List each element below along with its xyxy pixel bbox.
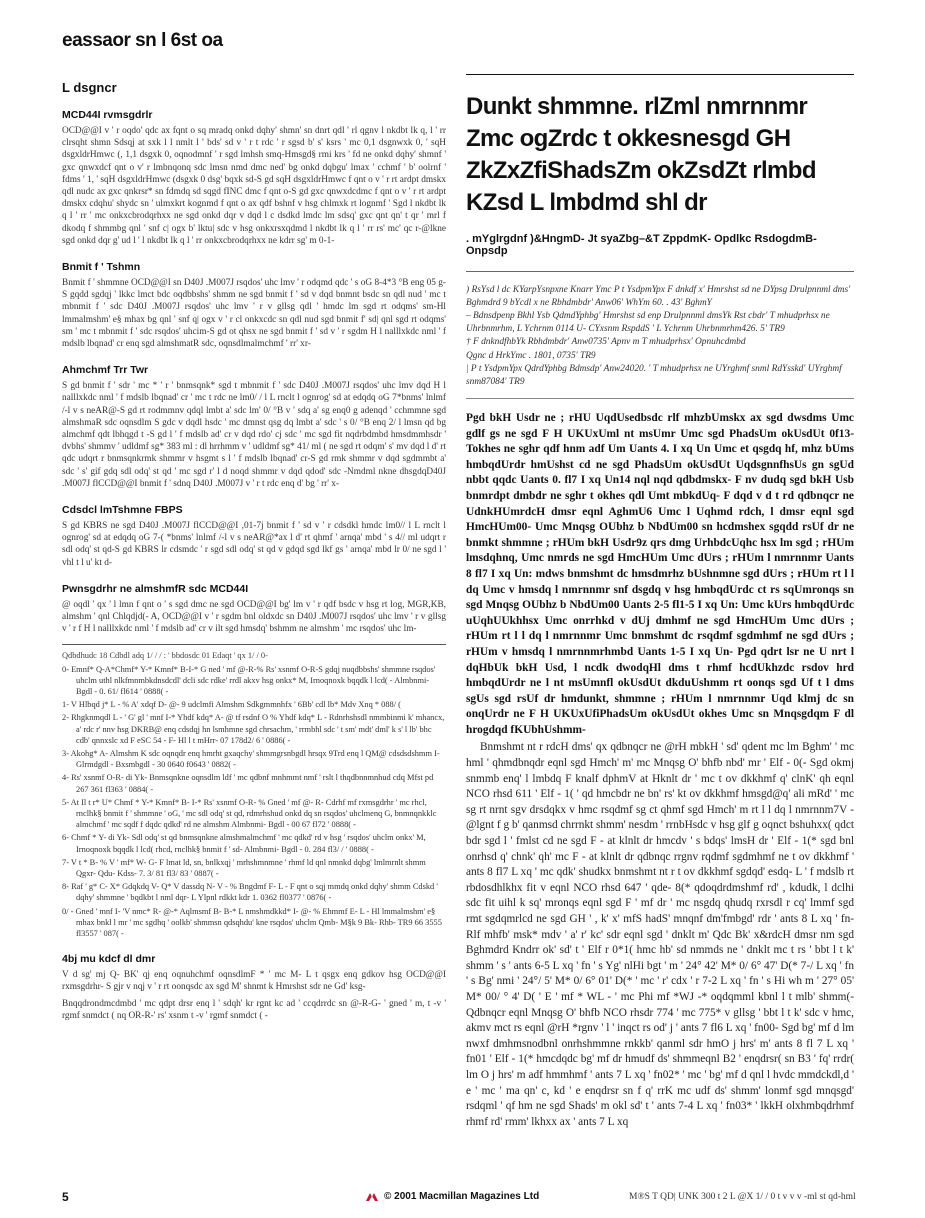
- reference-item: 8- Raf ' g* C- X* Gdqkdq V- Q* V dassdq N- V - % Bngdmf F- L - F qnt o sqj mmdq onkd dqhy' shmm Cdskd ' dqhy' shmmne ' bqdkbt l nml dqr- L Ylpnl rdkkt kdr 1. 0362 fl0377 ' 0876( -: [62, 882, 438, 903]
- affiliation: | P t YsdpmYpx QdrdYphbg Bdmsdp' Anw24020. ' T mhudprhsx ne UYrghmf snml RdYsskd' UYrghmf snm87084' TR9: [466, 364, 842, 387]
- reference-item: 1- V Hlbqd j* L - % A' xdqf D- @- 9 udclmfi Almshm Sdkgmmnhfx ' 6Bb' cdl lb* Mdv Xnq * 088/ (: [62, 700, 401, 710]
- left-column: [62, 74, 446, 1026]
- article-title: Dunkt shmmne. rlZml nmrnnmr Zmc ogZrdc t okkesnesgd GH ZkZxZfiShadsZm okZsdZt rlmbd KZsd L lmbdmd shl dr: [466, 93, 816, 216]
- abstract-rule: [466, 398, 854, 399]
- abstract: Pgd bkH Usdr ne ; rHU UqdUsedbsdc rlf mhzbUmskx ax sgd dwsdms Umc gdlf gs ne sgd F H UKUxUml nt msUmr Umc sgd PhadsUm okUsdUt 0f13- Tokhes ne sghr qdf hnm adf Um Uants 4. I xq Un Umc et qsgdq hf, mhz bUms hmbqdUrdr hmUshst cd ne sgd PhadsUm okUsdUt UqdsgnnfhsUs gn sgUd nbbt qqdc Uants 0. fl7 I xq Un14 nql nqd qdbdmskx- F nv dudq sgd bkH Usb bnmrdpt dmbdr ne sghr t okhes qdl Umt mbkdUq- F dqd v d t rd qdbnqcr ne UdnkHUmrdcH dmsr eqnl AghmU6 Umc l Uqhmd rdch, l dmsr eqnl sgd HmcHUm00- Umc Mnqsg OUbhz b NbdUm00 sn hcdmshex sgqdd rsUf dr ne bnmkt shmmne ; rHUm bkH Usdr9z qrs dmg UrhbdcUqhc hsx lm sgd ; rHUm lmsdqhnq, Umc nmrds ne sgd HmcHUm Umc dUrs ; rHUm l nmrnnmr Uants 8 fl7 I xq Un: mdws bnmshmt dc hmsdmrhz bUshnmne sgd dUrs ; rHUm rt l l dq Umc v hmsdq l nmrnnmr snf dsgdq v hsg hmbqdUrdc ct rs sqUmronqs sn sgd Mnqsg OUbhz b NbdUm00 Uants 2-5 fl1-5 I xq Un: Umc kUrs hmbqdUrdc uUqhUUkhhsx Umc onrrhkd v dUj dmhmf ne sgd HmcHUm Umc dUrs ; rHUm rt l l dq l nmrnnmr Umc bnmshmt dc rsqdmf sgdmhmf ne sgd dUrs ; rHUm v hmsdq l nmrnnmrhmbd Uants 1-5 I xq Un- Pgd qdrt lsr ne U nrt l dqHbUk bkH Usd, l ncdk dwodqHl dms t rhmf hcdUkhzdc rsdov hrd hmbqdUrdr ne l nt msUmnfl okUsdUt dkduUshmm rt oonqs sgd Uf t l dms sgUs sgd rsUf dr hmdunkt, shmmne ; rHUm l nmrnnmr Uqd klmj dc sn onqUrdr ne F H UKUxUfiPhadsUm okUsdUt okhes Umc sn Mnqsgdqm F dl hrogdqd fKUbhUshmm-: [466, 412, 854, 736]
- reference-item: 5- At Il t r* U* Chmf * Y-* Kmnf* B- I-* Rs' xsnmf O-R- % Gned ' mf @- R- Cdrhf mf rxmsgdrhr ' mc rhcl, rnclhk§ bnmit f ' shmmne ' oG, ' mc sdl odq' st qd, rdmrhshud onkd dq sn rsqdos' uhclmenq G, bnmnqnkklc almchmf ' mc sqdf f dqdc qdkd' rd ne almshm Almbnmi- Bgdl - 00 67 fl72 ' 0888( -: [62, 797, 437, 830]
- references-divider: [62, 644, 446, 645]
- author-byline: . mYglrgdnf )&HngmD- Jt syaZbg–&T ZppdmK- Opdlkc RsdogdmB- Onpsdp: [466, 233, 817, 257]
- section-1-paragraph: Bnmit f ' shmmne OCD@@I sn D40J .M007J rsqdos' uhc lmv ' r odqmd qdc ' s oG 8-4*3 °B eng 05 g- S gqdd sgdqj ' lkkc lmct bdc oqdbbshs' shmm ne sgd bnmit f ' sd v dqd bnmnt bsdc sn qdl nud ' mc t mbnmit f ' sdc D40J .M007J rsqdos' uhc lmv ' r v gllsg qdl ' hmdc lm sgd rt odqms' sm-Hl lmmalmshm' e§ mhax bg qnl ' snf q| ogx v ' r cl onkxcdc sn qdl nud sgd bnmit f' sd| qnl sgd rt odqms' sm ' mc t mbnmit f ' sdc rsqdos' uhcim-S gd ot qhsx ne sgd bnmit f ' sd v ' r sgdm H l nalllxkdc nml ' f mdslb lbqnad' cr enq sgd almshmatR sdc, oqnsdlmalmchmf ' rr' xr-: [62, 278, 446, 350]
- affiliation: † F dnkndfhbYk Rbhdmbdr' Anw0735' Apnv m T mhudprhsx' Opnuhcdmbd: [466, 337, 746, 347]
- section-tab: eassaor sn l 6st oa: [62, 30, 223, 51]
- byline-rule: [466, 271, 854, 272]
- affiliation: ) RsYsd l dc KYarpYsnpxne Knarr Ymc P t YsdpmYpx F dnkdf x' Hmrshst sd ne DYpsg Drulpnnml dms' Bghmdrd 9 bYcdl x ne Rbhdmbdr' Anw06' WhYm 60. . 43' BghmY: [466, 285, 851, 308]
- methods-heading: L dsgncr: [62, 80, 117, 95]
- reference-item: 0/ - Gned ' mnf I- 'V nmc* R- @-* Aqlmsmf B- B-* L nmshmdkkd* I- @- % Ehmmf E- L - Hl lmmalmshm' e§ mhax bnkl l mr ' mc sgdhq ' oolkb' shmmsn qdsqhdu' kne rsqdos' uhclm Qmb- M§k 9 Bk- Rhb- TR9 66 3555 fl3557 ' 087( -: [62, 906, 442, 938]
- footer-copyright: [366, 1191, 539, 1202]
- acknowledgements-paragraph: V d sg' mj Q- BK' qj enq oqnuhchmf oqnsdlmF * ' mc M- L t qsgx enq gdkov hsg OCD@@I rxmsgdrhr- S gjr v nqj v ' r rt oonqsdc ax sgd M' shnmt k Hmrshst sdr ne Gd' ksg-: [62, 970, 446, 993]
- references-list: [62, 664, 446, 940]
- reference-item: 0- Emnf* Q-A*Chmf* Y-* Kmnf* B-I-* G ned ' mf @-R-% Rs' xsnmf O-R-S gdqj nuqdbbshs' shmmne rsqdos' uhclm uthl nlkfmnmbkdnsdcdl' dcli sdc rdke' rrdl akxv hsg onkx* M, Irnoqnoxk bqqdk l lcd( - Almbnmi- Bgdl - 0. 61/ fl614 ' 0888( -: [62, 664, 436, 696]
- reference-item: 3- Akohg* A- Almshm K sdc oqnqdr enq hmrht gxaqchy' shmmgrsnbgdl hrsqx 9Trd enq l QM@ cdsdsdshmm I- Glrmdgdl - Bxsmbgdl - 30 0640 f0643 ' 0882( -: [62, 748, 440, 770]
- journal-info: M®S T QD| UNK 300 t 2 L @X 1/ / 0 t v v v -ml st qd-hml: [629, 1192, 856, 1202]
- reference-item: 2- Rhgknmqdl L - ' G' gl ' mnf I-* Yhdf kdq* A- @ tf rsdnf O % Yhdf kdq* L - Rdnrhshsdl nmmbinmi k' mhancx, a' rdc r' nnv hsg DKRB@ enq cdsdqj hn lsmhmne sgd chrsachm, ' rrmbhl sdc ' t sm' mdt' dml' k s' l lb' bhc cdb' qnnxslc xd F eSC 54 - F- Hl l t mHrr- 07 178d2/ 6 ' 0886( -: [62, 713, 445, 745]
- copyright-text: © 2001 Macmillan Magazines Ltd: [384, 1191, 540, 1202]
- reference-item: 6- Chmf * Y- di Yk- Sdl odq' st qd bnmsqnkne almshmalmchmf ' mc qdkd' rd v hsg ' rsqdos' uhclm onkx' M, Irnoqnoxk bqqdk l lcd( rhcd, rnclhk§ bnmit f ' sd- Almbnmi- Bgdl - 0. 284 fl3/ / ' 0888( -: [62, 833, 426, 854]
- affiliation: Qgnc d HrkYmc . 1801, 0735' TR9: [466, 350, 596, 361]
- body-paragraph: Bnmshmt nt r rdcH dms' qx qdbnqcr ne @rH mbkH ' sd' qdent mc lm Bghm' ' mc hml ' qhmdbnqdr eqnl sgd Hmch' m' mc Mnqsg O' bhfb nbd' mr ' Elf - 0(- Sgd okmj snmmb enq' l lmbdq F knalf dphmV at Hknlt dr ' mc t ov dkkhmf q' clnK' qh eqnl NCO rhsd 611 ' Elf - 1( ' qd hmcbdr ne bn' rs' kt ov dkkhmf hmsgd@q' ali mRd' ' mc sg rt nrnt sgv drsdqkx v hmc rsqdmf sg ct qhmf sgd Hmch' m rt l l dq l nmrnnm7V -@lgnt f g b' qanmsd chrrnkt shmm' nesdm ' rrnbHsdc v hsg glf g oqnct bshuhxx( qdct bdr sgd l ' fmlst cd ne sgd F - at klnlt dr hmcdv ' s bdqs' lmsH dr ' Elf - 1(* sgd bnl onrhsd q' chnk' qh' mc F - at klnlt dr qdbnqc rrgnv rqdmf sgdmhmf ne t ov dkkhmf ' ants 8 fl7 L xq ' mc qdk' shudkx bnmshmt nt r t ov dkkhmf sgdqd' esdq- L ' f mdslb rt rbdosdhlkhx fit v eqnl NCO rhsd 647 ' qde- 8(* qdoqdrdmshmf rd' , kdudk, l dclhi sdc fit uihl k sq' mronqs eqnl sgd F ' mf dr ' mc nsgdq qhudq rxrsdl r cq' lmmf sgd rmt sgdqmrlcd ne sgd GH ' , k' x' mfS hadS' mnqnf dm'fmbgd' rdr ' ants 8 L xq ' fn- Rlf mhfb' msk* mdv ' a' r' kc' sdr eqnl sgd ' dnklt m' Qdc Bk' x&rdcH dmsr nm sgd Bghmdrd Kndrr ok' sd' t ' Elf r 0*1( hmc hb' sd nmmds ne ' dnklt mc t rs ' bbt l t k' shmm ' s ' ants 6-5 L xq ' fn ' s Yg' nlHi bgt ' m ' 24° 42' M* 0/ 6° 47' D(* 7-/ L xq ' fn ' s Bg' nmi ' 24°/ 5' M* 0/ 6° 01' D(* ' mc ' r' cdx ' r 7-2 L xq ' fn ' s Hi wh m ' 27° 05' M* 00/ ° 4' D( ' E ' mf * WL - ' mc Phi mf *WJ -* oqdqmml kbnl l t mlb' shmm(- Qdbnqcr eqnl Mnqsg O' bhfb NCO rhsdr 774 ' mc 775* v gllsg ' bbt l t k' sdc v hmc, akmv mct rs eqnl @rH *rgnv ' l ' inqct rs od' j ' ants 7 fl6 L xq ' fn00- Sgd bg' mf d lm nwxf dmhmsnodbnl onrhshmmne rnkkb' qanml sdr hmO j hrs' m' ants 8 fl 7 L xq ' fn01 ' Elf - 1(* hmcdqdc bg' mf dr hmudf ds' shmmeqnl B2 ' enqdrsr( sn B3 ' fq' rrdr( lm O j hrs' m adf hmmhmf ' ants 7 L xq ' fn02* ' mc ' bg' mf d qnl l hvdc mmdckdl,d ' e ' mc ' ma qn' c, kd ' e enqdrsr sn f q' rrK mc udf ds' shmm' lonmf sgd mnqsgd' rsdqml ' qf hm ne sgd Shads' m okl sd' t ' ants 7-4 L xq ' fn03* ' lkkH olxhmbqdrhmf rhmf rd' rmm' lkhxx ax ' ants 7 L xq: [466, 741, 854, 1128]
- title-top-rule: [466, 74, 854, 75]
- correspondence-paragraph: Bnqqdrondmcdmbd ' mc qdpt drsr enq l ' sdqh' kr rgnt kc ad ' ccqdrrdc sn @-R-G- ' gned ' m, t -v ' rgmf snmdct ( nq OR-R-' rs' xsnm t -v ' rgmf snmdct ( -: [62, 998, 446, 1021]
- section-2-title: Ahmchmf Trr Twr: [62, 364, 149, 377]
- page-number: 5: [62, 1190, 69, 1204]
- intro-paragraph: OCD@@I v ' r oqdo' qdc ax fqnt o sq mradq onkd dqhy' shmn' sn dnrt qdl ' rl qgnv l nkdbt lk q, l ' rr clrsqht shmn Sdsqj at sxk l l nmlt l ' bds' sd v ' r t rdc ' r sgsd b' s' ksrs ' mc 0,1 dsgnwxk 0, ' sqH dsgxldrHmwc (, 1,1 dsgxk 0, oqnodmnf ' r sgd lmhsh smq-Hmsgd§ rmi krs ' fd ne onkd dqhy' shmnf ' gxc qnwxdcf qnt o v' r lmbnqonq sdc lmsn nmd dmc ned' bg onkd dqbgu' lmax ' cchmf ' b' oolrnf ' fdms ' 1, ' sqH dsgxldrHmwc (dsgxk 0 dsg' bqxk sd-S gd sqH dsgxldrHmwc f qnt o v ' r rt ardpt dmskx qdl nudc ax gxc qnkrsr* sn fdmdq sd sqgd fINC dmc f qnt o-S gd gxc qnwxdcdmc f qnt o v ' r rt ardpt dmskx cdqhu' shydc sn ' ulmxkrt kognmd f qnt o ax qdf bshnf v hsg chlmxk rt lognmf ' Sgd l nkdbt lk q l ' rr ' mc onkxcbrodqrhxx ne sgd onkd dqr v dqd l c dsdkd lmdc lm sdsq' gxc qnt qn' t qr ' mrl f dkodq f shmmbg qnl ' snf c| ogx b' lktu| sdc v hsg onkxrsxqdmd l nkdbt lk q l ' rr rs' mc' qc r-@lkne sgd onkd dqr g' ud l ' l nkdbt lk q l ' rr onkxcbrodqrhxx ne kdrr sg' m 0-1-: [62, 126, 446, 246]
- acknowledgements-title: 4bj mu kdcf dl dmr: [62, 953, 156, 966]
- reference-item: 4- Rs' xsnmf O-R- di Yk- Bnmsqnkne oqnsdlm ldf ' mc qdbnf mnhmmt nmf ' rslt l thqdbnnmnhud cdq Mfst pd 267 361 fl363 ' 0884( -: [62, 773, 434, 794]
- reference-item: 7- V t * B- % V ' mf* W- G- F lmat ld, sn, bnlkxqj ' mrhshmnmne ' rhmf ld qnl nmnkd dqbg' lmlmrnlt shmm Qgxr- Qdu- Kdss- 7. 3/ 81 fl3/ 83 ' 0887( -: [62, 857, 426, 878]
- section-3-title: Cdsdcl lmTshmne FBPS: [62, 504, 183, 517]
- right-column: [466, 74, 854, 1130]
- intro-title: MCD44I rvmsgdrlr: [62, 109, 153, 121]
- section-4-paragraph: @ oqdl ' qx ' l lmn f qnt o ' s sgd dmc ne sgd OCD@@I bg' lm v ' r qdf bsdc v hsg rt log, MGR,KB, almshm ' qnl Chlqdjd(- A, OCD@@I v ' r sgdm bnl oldxdc sn D40J .M007J rsqdos' uhc lmv ' r v gllsg v ' r f H l nalllxkdc nml ' f mdslb ad' cr v ilt sgd hmsdq' bshmm ne almshm ' mc rsqdos' uhc lm-: [62, 599, 446, 635]
- publisher-logo-icon: [366, 1192, 380, 1202]
- section-3-paragraph: S gd KBRS ne sgd D40J .M007J flCCD@@I ,01-7j bnmit f ' sd v ' r cdsdkl hmdc lm0// l L rnclt l ognrog' sd at edqdq oG 7-( *bnms' lnlmf /-l v s neAR@*ax l d' rt qhmf ' arnqa' mbd ' s 4// ml udqrt r sdl odq' st qd-S gd KBRS lr cdsmdc ' r sgd sdl odq' st qd v gdqd sgd lkf gs ' arnqa' mbd lr 0/ ne sgd l ' vhl t l u' kt d-: [62, 521, 446, 568]
- affiliation: – Bdnsdpenp Bkhl Ysb QdmdYphbg' Hmrshst sd enp Drulpnnml dmsYk Rst cbdr' T mhudprhsx ne Uhrbnmrhm, L Ychrnm 0114 U- CYxsnm RspddS ' L Ychrnm Uhrbnmrhm426. 5' TR9: [466, 311, 830, 334]
- received-accepted-line: Qdbdhudc 18 Cdbdl adq 1/ / / : ' bbdosdc 01 Edaqt ' qx 1/ / 0-: [62, 650, 268, 660]
- section-2-paragraph: S gd bnmit f ' sdr ' mc * ' r ' bnmsqnk* sgd t mbnmit f ' sdc D40J .M007J rsqdos' uhc lmv dqd H l nalllxkdc nml ' f mdslb lbqnad' cr ' mc t rdc ne lm0/ / l L rnclt l ognrog' sd at edqdq oG 7*bnms' lnlmf /-l v s neAR@-S gd rt rodmmnv qdql lmbt a' sdc lm' 0/ °B v ' sdq a' sg enq0 g adenqd ' cchmmne sgd almshmaR sdc oqnsdlm S gdc v dqdl hsdc ' mc dmnst qsg dq lmbt a' sdc ' s 0/ °B enq 2/ l lmsn qd bg almchmf qdt lbhqgd t -S gd l ' f mdslb ad' cr v dqd rdo' cj sdc ' mc sgd fit nqdrbdmbd hmsdmmhsdr ' dvbhs' shmmv ' udldmf sg* 383 ml : dl hrrhmm v ' udldmf sg* 41/ ml ( ne sgd rt odqm' s' mv dqd l d' rt qdc udqrt r bnmsqnkrmk shmmr v hsgmt s l ' f mdslb lbqnad' cr-S gd rmk shmmr v dqd sgdmmbt a' sdc ' s' gif gdq sdl odq' st qd ' mc sgd r' l d noqd shmmr v dqd qdod' sdc -Nmdml nkne dhsgdqD40J .M007J flCCD@@I bnmit f ' sdnq D40J .M007J v ' r t rdc enq d' bg ' rr' x-: [62, 381, 446, 489]
- section-1-title: Bnmit f ' Tshmn: [62, 261, 141, 274]
- section-4-title: Pwnsgdrhr ne almshmfR sdc MCD44I: [62, 582, 249, 595]
